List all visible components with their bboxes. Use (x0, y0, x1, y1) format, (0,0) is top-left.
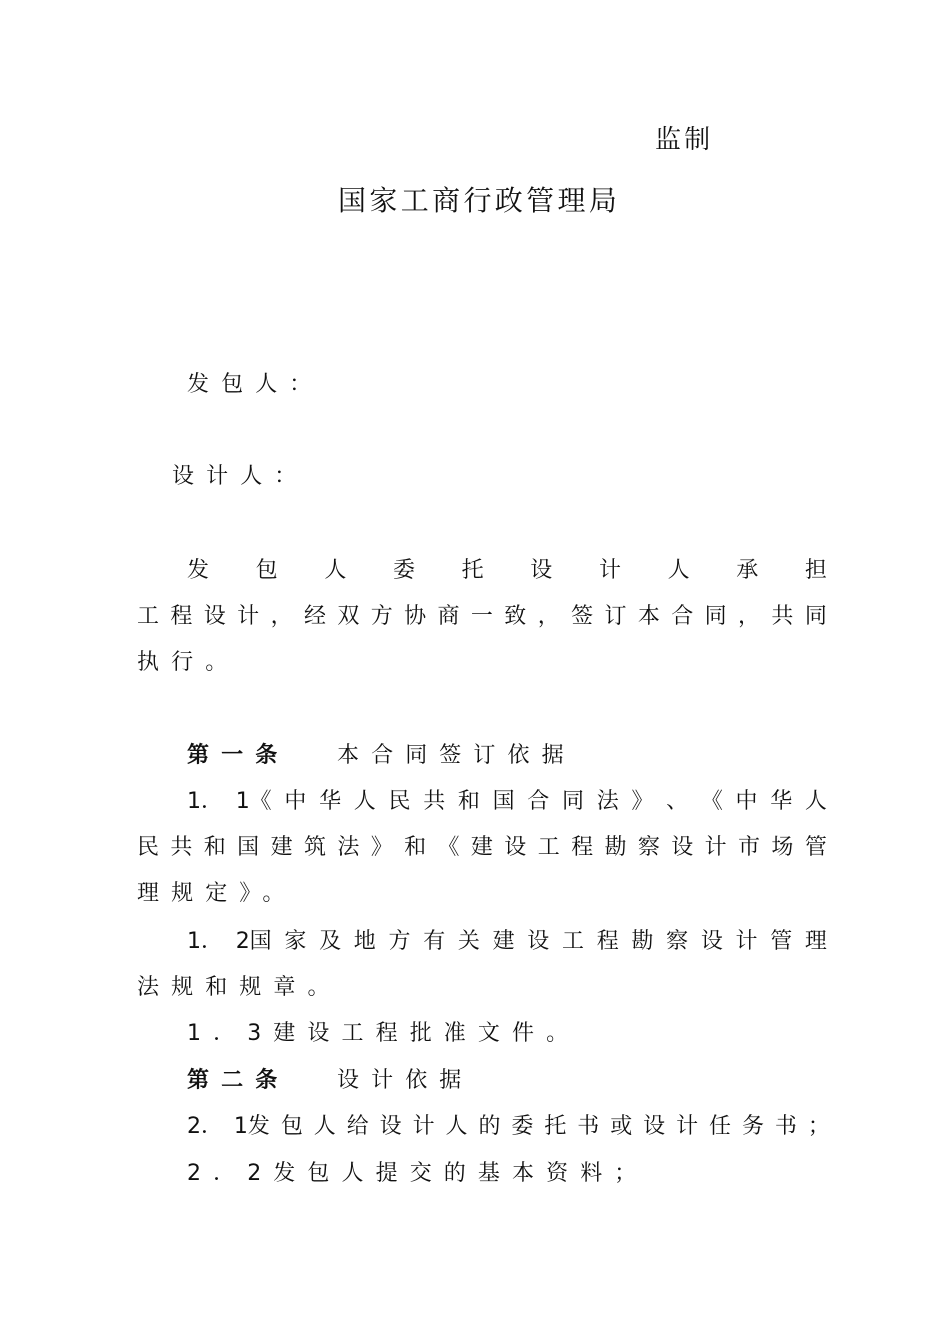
text-glyph: 务 (741, 1114, 764, 1139)
text-glyph: 本 (637, 604, 660, 629)
text-glyph: 和 (203, 835, 226, 860)
text-glyph: 工 (537, 835, 560, 860)
text-glyph: 管 (804, 835, 827, 860)
text-glyph: 双 (337, 604, 360, 629)
text-glyph: 计 (412, 1114, 435, 1139)
text-glyph: 察 (666, 929, 689, 954)
item-1-3: 1．3建设工程批准文件。 (187, 1021, 581, 1046)
employer-label: 发包人： (187, 372, 324, 397)
text-glyph: 合 (671, 604, 694, 629)
text-glyph: 华 (770, 789, 793, 814)
text-glyph: 合 (527, 789, 550, 814)
text-glyph: 有 (423, 929, 446, 954)
text-glyph: 委 (511, 1114, 534, 1139)
text-glyph: 一 (470, 604, 493, 629)
text-glyph: 2国 (235, 929, 272, 954)
text-glyph: 设 (379, 1114, 402, 1139)
text-glyph: ， (738, 604, 761, 629)
text-glyph: 设 (643, 1114, 666, 1139)
text-glyph: ； (807, 1114, 830, 1139)
text-glyph: 《 (700, 789, 723, 814)
text-glyph: 家 (284, 929, 307, 954)
text-glyph: ， (537, 604, 560, 629)
text-glyph: 人 (324, 558, 347, 583)
text-glyph: 签 (571, 604, 594, 629)
text-glyph: 程 (596, 929, 619, 954)
text-glyph: 经 (303, 604, 326, 629)
text-glyph: 设 (203, 604, 226, 629)
text-glyph: 方 (388, 929, 411, 954)
item-1-1-line-3: 理规定》。 (137, 881, 297, 906)
text-glyph: 法 (337, 835, 360, 860)
item-2-1 (187, 1112, 830, 1142)
item-1-1-line-2 (137, 833, 827, 863)
article-2-title: 第二条 (187, 1068, 290, 1093)
text-glyph: 勘 (631, 929, 654, 954)
text-glyph: 设 (530, 558, 553, 583)
text-glyph: 托 (461, 558, 484, 583)
text-glyph: 书 (774, 1114, 797, 1139)
text-glyph: 市 (738, 835, 761, 860)
text-glyph: 委 (392, 558, 415, 583)
text-glyph: 关 (457, 929, 480, 954)
intro-line-2 (137, 602, 827, 632)
agency-title: 国家工商行政管理局 (338, 184, 621, 217)
intro-line-3: 执行。 (137, 650, 240, 675)
text-glyph: 共 (423, 789, 446, 814)
text-glyph: 人 (445, 1114, 468, 1139)
text-glyph: 共 (170, 835, 193, 860)
text-glyph: 人 (313, 1114, 336, 1139)
text-glyph: 管 (770, 929, 793, 954)
text-glyph: 华 (319, 789, 342, 814)
text-glyph: 1发 (233, 1114, 270, 1139)
text-glyph: 或 (610, 1114, 633, 1139)
text-glyph: 协 (404, 604, 427, 629)
article-1-title: 第一条 (187, 743, 290, 768)
text-glyph: 计 (704, 835, 727, 860)
text-glyph: 1． (187, 789, 223, 814)
text-glyph: 程 (170, 604, 193, 629)
text-glyph: 同 (804, 604, 827, 629)
text-glyph: 发 (187, 558, 210, 583)
text-glyph: 担 (804, 558, 827, 583)
text-glyph: 、 (666, 789, 689, 814)
text-glyph: 托 (544, 1114, 567, 1139)
text-glyph: 同 (704, 604, 727, 629)
item-2-2: 2．2发包人提交的基本资料； (187, 1161, 649, 1186)
text-glyph: 理 (804, 929, 827, 954)
text-glyph: 设 (671, 835, 694, 860)
text-glyph: 国 (237, 835, 260, 860)
text-glyph: 1《 (235, 789, 272, 814)
text-glyph: 任 (709, 1114, 732, 1139)
text-glyph: 书 (577, 1114, 600, 1139)
designer-label: 设计人： (172, 464, 309, 489)
text-glyph: 致 (504, 604, 527, 629)
text-glyph: 法 (596, 789, 619, 814)
text-glyph: 和 (404, 835, 427, 860)
text-glyph: 设 (700, 929, 723, 954)
intro-line-1 (187, 556, 827, 586)
text-glyph: 2． (187, 1114, 223, 1139)
text-glyph: ， (270, 604, 293, 629)
text-glyph: 国 (492, 789, 515, 814)
article-2-heading: 设计依据 (337, 1068, 474, 1093)
text-glyph: 及 (319, 929, 342, 954)
text-glyph: 人 (667, 558, 690, 583)
text-glyph: 建 (270, 835, 293, 860)
text-glyph: 《 (437, 835, 460, 860)
text-glyph: 计 (676, 1114, 699, 1139)
text-glyph: 订 (604, 604, 627, 629)
text-glyph: 》 (631, 789, 654, 814)
text-glyph: 建 (492, 929, 515, 954)
text-glyph: 包 (255, 558, 278, 583)
item-1-2-line-1 (187, 927, 827, 957)
text-glyph: 计 (735, 929, 758, 954)
text-glyph: 给 (346, 1114, 369, 1139)
text-glyph: 包 (280, 1114, 303, 1139)
text-glyph: 察 (637, 835, 660, 860)
item-1-1-line-1 (187, 787, 827, 817)
text-glyph: 》 (370, 835, 393, 860)
text-glyph: 的 (478, 1114, 501, 1139)
text-glyph: 中 (735, 789, 758, 814)
text-glyph: 设 (527, 929, 550, 954)
text-glyph: 中 (284, 789, 307, 814)
text-glyph: 和 (457, 789, 480, 814)
text-glyph: 民 (388, 789, 411, 814)
text-glyph: 计 (598, 558, 621, 583)
text-glyph: 工 (137, 604, 160, 629)
text-glyph: 筑 (303, 835, 326, 860)
text-glyph: 同 (562, 789, 585, 814)
text-glyph: 工 (562, 929, 585, 954)
text-glyph: 建 (470, 835, 493, 860)
text-glyph: 人 (353, 789, 376, 814)
text-glyph: 勘 (604, 835, 627, 860)
item-1-2-line-2: 法规和规章。 (137, 975, 342, 1000)
text-glyph: 承 (736, 558, 759, 583)
article-1-heading: 本合同签订依据 (337, 743, 576, 768)
text-glyph: 方 (370, 604, 393, 629)
text-glyph: 商 (437, 604, 460, 629)
text-glyph: 计 (237, 604, 260, 629)
text-glyph: 共 (771, 604, 794, 629)
text-glyph: 场 (771, 835, 794, 860)
supervise-label: 监制 (655, 125, 714, 155)
text-glyph: 1． (187, 929, 223, 954)
text-glyph: 人 (804, 789, 827, 814)
text-glyph: 设 (504, 835, 527, 860)
text-glyph: 程 (571, 835, 594, 860)
text-glyph: 地 (353, 929, 376, 954)
text-glyph: 民 (137, 835, 160, 860)
